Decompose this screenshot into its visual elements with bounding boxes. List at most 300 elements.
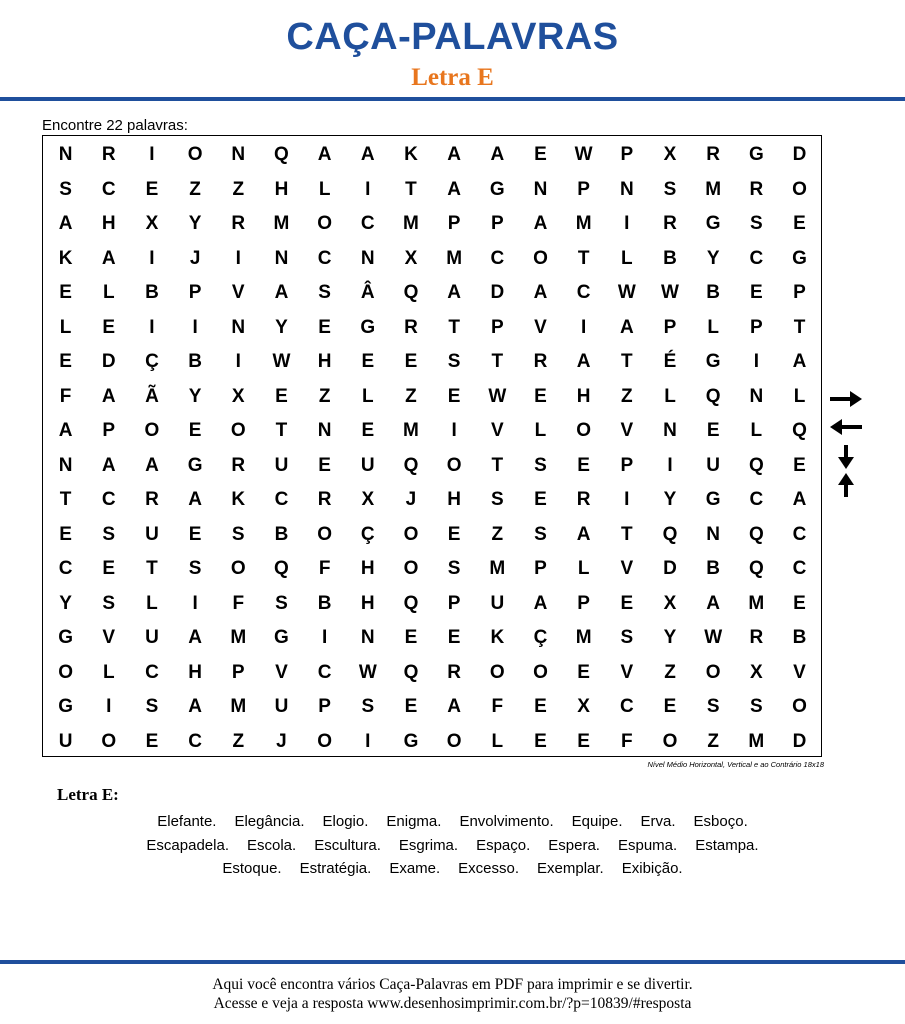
grid-letter[interactable]: T — [448, 316, 460, 338]
grid-letter[interactable]: Q — [748, 454, 764, 476]
grid-letter[interactable]: A — [188, 489, 202, 510]
grid-letter[interactable]: E — [447, 385, 461, 407]
grid-letter[interactable]: Y — [706, 247, 720, 269]
grid-letter[interactable]: N — [706, 523, 721, 545]
grid-letter[interactable]: G — [360, 316, 376, 338]
grid-letter[interactable]: C — [792, 523, 807, 545]
grid-letter[interactable]: V — [275, 661, 288, 683]
grid-letter[interactable]: O — [101, 730, 117, 752]
grid-letter[interactable]: P — [490, 213, 504, 234]
grid-letter[interactable]: N — [663, 420, 677, 441]
grid-letter[interactable]: M — [489, 558, 506, 579]
grid-letter[interactable]: O — [403, 558, 419, 579]
grid-letter[interactable]: A — [792, 351, 807, 372]
grid-letter[interactable]: G — [792, 247, 807, 269]
grid-letter[interactable]: U — [274, 454, 289, 476]
grid-letter[interactable]: N — [58, 454, 73, 476]
grid-letter[interactable]: R — [749, 627, 764, 648]
grid-letter[interactable]: V — [793, 661, 806, 683]
grid-letter[interactable]: A — [533, 592, 548, 614]
grid-letter[interactable]: T — [621, 351, 633, 372]
grid-letter[interactable]: Z — [232, 730, 245, 752]
grid-letter[interactable]: S — [145, 696, 159, 717]
grid-letter[interactable]: F — [59, 385, 72, 407]
grid-letter[interactable]: B — [663, 247, 677, 269]
grid-letter[interactable]: E — [361, 420, 375, 441]
grid-letter[interactable]: E — [188, 523, 202, 545]
grid-letter[interactable]: I — [192, 316, 198, 338]
grid-letter[interactable]: E — [188, 420, 202, 441]
grid-letter[interactable]: T — [621, 523, 633, 545]
grid-letter[interactable]: B — [317, 592, 332, 614]
grid-letter[interactable]: G — [705, 351, 721, 372]
grid-letter[interactable]: I — [235, 351, 241, 372]
grid-letter[interactable]: C — [101, 178, 116, 200]
grid-letter[interactable]: A — [447, 144, 461, 165]
grid-letter[interactable]: P — [663, 316, 677, 338]
grid-letter[interactable]: T — [491, 351, 504, 372]
grid-letter[interactable]: S — [534, 454, 547, 476]
grid-letter[interactable]: A — [447, 282, 461, 303]
grid-letter[interactable]: A — [490, 144, 505, 165]
grid-letter[interactable]: Q — [705, 385, 721, 407]
grid-letter[interactable]: B — [274, 523, 289, 545]
grid-letter[interactable]: P — [447, 592, 461, 614]
grid-letter[interactable]: Z — [405, 385, 417, 407]
grid-letter[interactable]: R — [231, 213, 246, 234]
grid-letter[interactable]: O — [317, 523, 332, 545]
grid-letter[interactable]: Z — [621, 385, 633, 407]
grid-letter[interactable]: U — [274, 696, 289, 717]
grid-letter[interactable]: U — [145, 627, 159, 648]
grid-letter[interactable]: E — [620, 592, 634, 614]
grid-letter[interactable]: A — [101, 385, 116, 407]
grid-letter[interactable]: R — [231, 454, 246, 476]
grid-letter[interactable]: O — [662, 730, 678, 752]
grid-letter[interactable]: H — [360, 592, 375, 614]
grid-letter[interactable]: E — [577, 730, 590, 752]
grid-letter[interactable]: H — [576, 385, 591, 407]
grid-letter[interactable]: E — [793, 213, 806, 234]
grid-letter[interactable]: O — [230, 420, 246, 441]
grid-letter[interactable]: H — [447, 489, 461, 510]
grid-letter[interactable]: A — [619, 316, 634, 338]
grid-letter[interactable]: I — [149, 316, 155, 338]
grid-letter[interactable]: Ç — [533, 627, 548, 648]
grid-letter[interactable]: N — [533, 178, 548, 200]
grid-letter[interactable]: O — [489, 661, 505, 683]
grid-letter[interactable]: W — [272, 351, 291, 372]
grid-letter[interactable]: N — [231, 316, 246, 338]
grid-letter[interactable]: E — [534, 385, 547, 407]
grid-letter[interactable]: I — [235, 247, 241, 269]
grid-letter[interactable]: O — [792, 696, 807, 717]
grid-letter[interactable]: E — [577, 454, 590, 476]
grid-letter[interactable]: Y — [59, 592, 72, 614]
grid-letter[interactable]: E — [447, 627, 461, 648]
grid-letter[interactable]: L — [793, 385, 806, 407]
grid-letter[interactable]: I — [624, 213, 630, 234]
grid-letter[interactable]: S — [447, 558, 461, 579]
grid-letter[interactable]: W — [704, 627, 723, 648]
grid-letter[interactable]: E — [145, 730, 159, 752]
grid-letter[interactable]: E — [793, 454, 806, 476]
grid-letter[interactable]: B — [792, 627, 807, 648]
grid-letter[interactable]: O — [446, 730, 462, 752]
grid-letter[interactable]: R — [533, 351, 548, 372]
grid-letter[interactable]: E — [145, 178, 159, 200]
grid-letter[interactable]: M — [230, 696, 247, 717]
grid-letter[interactable]: R — [101, 144, 116, 165]
grid-letter[interactable]: D — [663, 558, 677, 579]
grid-letter[interactable]: X — [577, 696, 590, 717]
grid-letter[interactable]: I — [321, 627, 328, 648]
grid-letter[interactable]: Q — [748, 558, 764, 579]
grid-letter[interactable]: S — [749, 696, 763, 717]
grid-letter[interactable]: Q — [792, 420, 807, 441]
grid-letter[interactable]: U — [58, 730, 73, 752]
grid-letter[interactable]: J — [405, 489, 417, 510]
grid-letter[interactable]: M — [575, 213, 592, 234]
grid-letter[interactable]: L — [59, 316, 72, 338]
grid-letter[interactable]: R — [706, 144, 721, 165]
grid-letter[interactable]: P — [188, 282, 202, 303]
grid-letter[interactable]: V — [231, 282, 245, 303]
grid-letter[interactable]: E — [534, 489, 547, 510]
grid-letter[interactable]: E — [534, 144, 547, 165]
grid-letter[interactable]: V — [620, 558, 634, 579]
grid-letter[interactable]: M — [575, 627, 592, 648]
grid-letter[interactable]: P — [620, 454, 634, 476]
grid-letter[interactable]: R — [576, 489, 591, 510]
grid-letter[interactable]: E — [59, 523, 72, 545]
grid-letter[interactable]: G — [58, 627, 73, 648]
grid-letter[interactable]: M — [403, 420, 419, 441]
grid-letter[interactable]: E — [318, 316, 331, 338]
grid-letter[interactable]: G — [705, 489, 721, 510]
grid-letter[interactable]: H — [188, 661, 202, 683]
grid-letter[interactable]: N — [360, 627, 375, 648]
grid-letter[interactable]: E — [534, 730, 547, 752]
grid-letter[interactable]: I — [149, 247, 155, 269]
grid-letter[interactable]: U — [706, 454, 721, 476]
grid-letter[interactable]: E — [404, 627, 418, 648]
grid-letter[interactable]: O — [58, 661, 73, 683]
grid-letter[interactable]: O — [533, 661, 548, 683]
grid-letter[interactable]: C — [58, 558, 73, 579]
grid-letter[interactable]: M — [273, 213, 290, 234]
grid-letter[interactable]: I — [667, 454, 673, 476]
grid-letter[interactable]: Y — [188, 213, 202, 234]
grid-letter[interactable]: V — [620, 420, 634, 441]
grid-letter[interactable]: O — [144, 420, 160, 441]
grid-letter[interactable]: H — [101, 213, 116, 234]
grid-letter[interactable]: Q — [274, 558, 289, 579]
grid-letter[interactable]: Ç — [145, 351, 159, 372]
grid-letter[interactable]: H — [360, 558, 375, 579]
grid-letter[interactable]: P — [749, 316, 763, 338]
grid-letter[interactable]: Z — [664, 661, 676, 683]
grid-letter[interactable]: B — [145, 282, 159, 303]
grid-letter[interactable]: C — [490, 247, 505, 269]
grid-letter[interactable]: S — [490, 489, 504, 510]
grid-letter[interactable]: L — [621, 247, 633, 269]
grid-letter[interactable]: B — [706, 558, 721, 579]
grid-letter[interactable]: G — [403, 730, 419, 752]
grid-letter[interactable]: W — [617, 282, 636, 303]
grid-letter[interactable]: N — [231, 144, 246, 165]
grid-letter[interactable]: C — [101, 489, 116, 510]
grid-letter[interactable]: X — [404, 247, 418, 269]
grid-letter[interactable]: S — [447, 351, 461, 372]
grid-letter[interactable]: Y — [663, 489, 677, 510]
grid-letter[interactable]: A — [706, 592, 721, 614]
grid-letter[interactable]: W — [661, 282, 679, 303]
grid-letter[interactable]: C — [317, 247, 332, 269]
grid-letter[interactable]: D — [792, 144, 807, 165]
grid-letter[interactable]: I — [149, 144, 155, 165]
grid-letter[interactable]: A — [188, 696, 202, 717]
grid-letter[interactable]: H — [274, 178, 289, 200]
grid-letter[interactable]: O — [792, 178, 807, 200]
grid-letter[interactable]: O — [403, 523, 419, 545]
grid-letter[interactable]: E — [793, 592, 806, 614]
grid-letter[interactable]: Â — [360, 282, 375, 303]
grid-letter[interactable]: N — [317, 420, 332, 441]
grid-letter[interactable]: A — [447, 696, 461, 717]
grid-letter[interactable]: E — [663, 696, 677, 717]
grid-letter[interactable]: Z — [318, 385, 331, 407]
grid-letter[interactable]: B — [706, 282, 721, 303]
grid-letter[interactable]: D — [490, 282, 505, 303]
grid-letter[interactable]: T — [577, 247, 590, 269]
grid-letter[interactable]: W — [358, 661, 377, 683]
grid-letter[interactable]: Q — [403, 592, 419, 614]
grid-letter[interactable]: L — [491, 730, 504, 752]
grid-letter[interactable]: L — [707, 316, 719, 338]
grid-letter[interactable]: Q — [403, 282, 419, 303]
grid-letter[interactable]: O — [705, 661, 721, 683]
grid-letter[interactable]: S — [361, 696, 375, 717]
grid-letter[interactable]: S — [620, 627, 634, 648]
grid-letter[interactable]: L — [146, 592, 158, 614]
grid-letter[interactable]: G — [187, 454, 203, 476]
grid-letter[interactable]: Z — [491, 523, 504, 545]
grid-letter[interactable]: H — [317, 351, 332, 372]
grid-letter[interactable]: S — [102, 592, 116, 614]
grid-letter[interactable]: F — [318, 558, 331, 579]
grid-letter[interactable]: Ã — [145, 385, 159, 407]
grid-letter[interactable]: X — [749, 661, 763, 683]
grid-letter[interactable]: A — [317, 144, 332, 165]
grid-letter[interactable]: A — [533, 282, 548, 303]
grid-letter[interactable]: M — [705, 178, 722, 200]
grid-letter[interactable]: O — [230, 558, 246, 579]
grid-letter[interactable]: S — [59, 178, 72, 200]
grid-letter[interactable]: A — [360, 144, 375, 165]
grid-letter[interactable]: O — [187, 144, 203, 165]
grid-letter[interactable]: G — [58, 696, 73, 717]
grid-letter[interactable]: F — [491, 696, 504, 717]
grid-letter[interactable]: U — [490, 592, 505, 614]
grid-letter[interactable]: K — [231, 489, 246, 510]
grid-letter[interactable]: R — [447, 661, 461, 683]
grid-letter[interactable]: D — [101, 351, 116, 372]
grid-letter[interactable]: E — [706, 420, 720, 441]
grid-letter[interactable]: R — [404, 316, 418, 338]
grid-letter[interactable]: L — [664, 385, 676, 407]
grid-letter[interactable]: O — [446, 454, 462, 476]
grid-letter[interactable]: L — [102, 661, 115, 683]
grid-letter[interactable]: I — [106, 696, 112, 717]
grid-letter[interactable]: I — [624, 489, 630, 510]
grid-letter[interactable]: G — [274, 627, 289, 648]
grid-letter[interactable]: I — [581, 316, 587, 338]
grid-letter[interactable]: R — [145, 489, 159, 510]
grid-letter[interactable]: T — [405, 178, 417, 200]
grid-letter[interactable]: N — [360, 247, 375, 269]
grid-letter[interactable]: L — [750, 420, 763, 441]
grid-letter[interactable]: P — [577, 592, 590, 614]
grid-letter[interactable]: E — [749, 282, 763, 303]
grid-letter[interactable]: É — [663, 351, 677, 372]
grid-letter[interactable]: E — [318, 454, 331, 476]
grid-letter[interactable]: O — [317, 213, 332, 234]
grid-letter[interactable]: W — [574, 144, 593, 165]
grid-letter[interactable]: A — [274, 282, 289, 303]
grid-letter[interactable]: A — [576, 351, 591, 372]
grid-letter[interactable]: S — [534, 523, 547, 545]
grid-letter[interactable]: I — [753, 351, 759, 372]
grid-letter[interactable]: A — [145, 454, 159, 476]
grid-letter[interactable]: S — [102, 523, 116, 545]
grid-letter[interactable]: E — [59, 282, 72, 303]
grid-letter[interactable]: X — [145, 213, 159, 234]
grid-letter[interactable]: E — [102, 316, 116, 338]
grid-letter[interactable]: O — [576, 420, 592, 441]
grid-letter[interactable]: U — [145, 523, 159, 545]
grid-letter[interactable]: L — [318, 178, 331, 200]
grid-letter[interactable]: O — [317, 730, 332, 752]
grid-letter[interactable]: N — [749, 385, 764, 407]
grid-letter[interactable]: V — [490, 420, 504, 441]
grid-letter[interactable]: E — [447, 523, 461, 545]
grid-letter[interactable]: E — [577, 661, 590, 683]
grid-letter[interactable]: L — [534, 420, 547, 441]
grid-letter[interactable]: S — [706, 696, 720, 717]
grid-letter[interactable]: A — [58, 213, 73, 234]
grid-letter[interactable]: K — [404, 144, 418, 165]
grid-letter[interactable]: V — [102, 627, 116, 648]
grid-letter[interactable]: T — [275, 420, 288, 441]
grid-letter[interactable]: P — [620, 144, 634, 165]
grid-letter[interactable]: G — [705, 213, 721, 234]
grid-letter[interactable]: Q — [403, 454, 419, 476]
grid-letter[interactable]: I — [451, 420, 457, 441]
grid-letter[interactable]: T — [59, 489, 72, 510]
grid-letter[interactable]: Z — [707, 730, 719, 752]
grid-letter[interactable]: A — [533, 213, 548, 234]
grid-letter[interactable]: V — [620, 661, 634, 683]
grid-letter[interactable]: L — [361, 385, 374, 407]
grid-letter[interactable]: G — [489, 178, 505, 200]
grid-letter[interactable]: W — [488, 385, 507, 407]
grid-letter[interactable]: P — [577, 178, 590, 200]
grid-letter[interactable]: T — [491, 454, 504, 476]
grid-letter[interactable]: K — [490, 627, 505, 648]
grid-letter[interactable]: S — [749, 213, 763, 234]
grid-letter[interactable]: A — [188, 627, 202, 648]
grid-letter[interactable]: I — [192, 592, 198, 614]
grid-letter[interactable]: C — [749, 489, 764, 510]
grid-letter[interactable]: E — [275, 385, 288, 407]
grid-letter[interactable]: E — [102, 558, 116, 579]
grid-letter[interactable]: M — [748, 730, 765, 752]
grid-letter[interactable]: C — [792, 558, 807, 579]
grid-letter[interactable]: F — [232, 592, 245, 614]
grid-letter[interactable]: R — [317, 489, 332, 510]
grid-letter[interactable]: C — [145, 661, 159, 683]
grid-letter[interactable]: T — [793, 316, 806, 338]
grid-letter[interactable]: X — [361, 489, 375, 510]
grid-letter[interactable]: M — [403, 213, 419, 234]
grid-letter[interactable]: Q — [403, 661, 419, 683]
grid-letter[interactable]: X — [663, 592, 677, 614]
grid-letter[interactable]: P — [793, 282, 806, 303]
grid-letter[interactable]: P — [490, 316, 504, 338]
grid-letter[interactable]: E — [404, 696, 418, 717]
grid-letter[interactable]: C — [619, 696, 634, 717]
grid-letter[interactable]: R — [663, 213, 677, 234]
grid-letter[interactable]: A — [447, 178, 461, 200]
grid-letter[interactable]: Q — [662, 523, 678, 545]
grid-letter[interactable]: P — [534, 558, 547, 579]
grid-letter[interactable]: L — [102, 282, 115, 303]
grid-letter[interactable]: S — [188, 558, 202, 579]
grid-letter[interactable]: N — [619, 178, 634, 200]
grid-letter[interactable]: L — [577, 558, 590, 579]
grid-letter[interactable]: Z — [189, 178, 201, 200]
grid-letter[interactable]: F — [621, 730, 633, 752]
grid-letter[interactable]: S — [318, 282, 331, 303]
grid-letter[interactable]: S — [663, 178, 677, 200]
grid-letter[interactable]: A — [101, 247, 116, 269]
grid-letter[interactable]: T — [146, 558, 158, 579]
grid-letter[interactable]: A — [101, 454, 116, 476]
grid-letter[interactable]: E — [534, 696, 547, 717]
grid-letter[interactable]: E — [361, 351, 375, 372]
grid-letter[interactable]: Z — [232, 178, 245, 200]
grid-letter[interactable]: X — [663, 144, 677, 165]
grid-letter[interactable]: U — [360, 454, 375, 476]
grid-letter[interactable]: G — [748, 144, 764, 165]
grid-letter[interactable]: A — [58, 420, 73, 441]
grid-letter[interactable]: A — [576, 523, 591, 545]
grid-letter[interactable]: R — [749, 178, 764, 200]
grid-letter[interactable]: M — [446, 247, 463, 269]
grid-letter[interactable]: C — [749, 247, 764, 269]
grid-letter[interactable]: C — [317, 661, 332, 683]
grid-letter[interactable]: S — [275, 592, 288, 614]
grid-letter[interactable]: I — [365, 730, 371, 752]
grid-letter[interactable]: K — [58, 247, 73, 269]
grid-letter[interactable]: D — [792, 730, 807, 752]
grid-letter[interactable]: Q — [748, 523, 764, 545]
grid-letter[interactable]: Y — [275, 316, 288, 338]
grid-letter[interactable]: P — [447, 213, 461, 234]
grid-letter[interactable]: X — [231, 385, 245, 407]
grid-letter[interactable]: V — [534, 316, 547, 338]
